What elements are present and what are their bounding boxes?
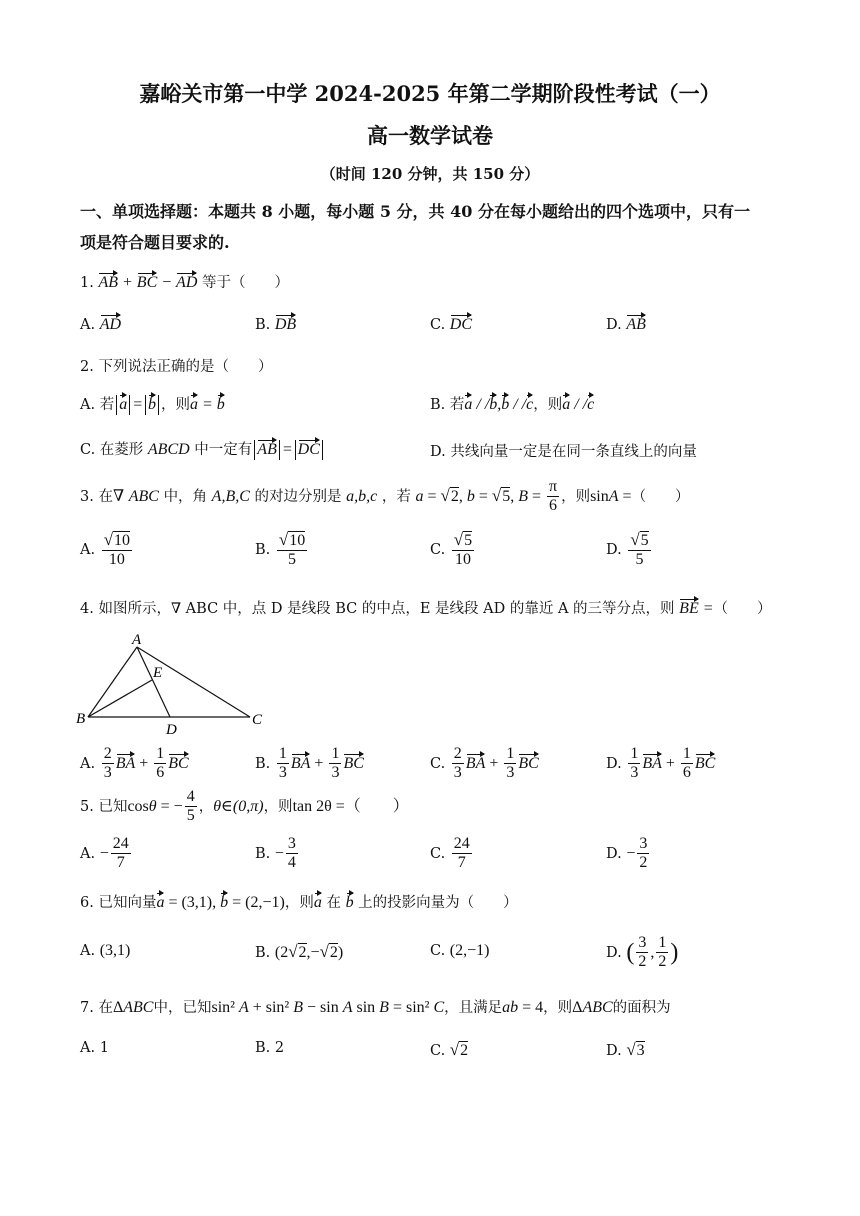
- q6-option-c[interactable]: C. (2,−1): [430, 942, 490, 959]
- q6-option-d[interactable]: D. ( $\frac{3}{2}$ , $\frac{1}{2}$ ): [606, 934, 679, 971]
- q7-option-b[interactable]: B. 2: [255, 1040, 285, 1056]
- segment-ab: [88, 647, 137, 717]
- q4-option-d[interactable]: D. $\frac{1}{3}$ BA + $\frac{1}{6}$ BC: [606, 745, 716, 782]
- q2-option-d[interactable]: D. 共线向量一定是在同一条直线上的向量: [430, 444, 697, 460]
- question-6: 6. 已知向量a = (3,1), b = (2,−1)，则a 在 b 上的投影向量为（ ）: [80, 890, 518, 912]
- section-heading-line2: 项是符合题目要求的.: [80, 233, 230, 252]
- q1-option-d[interactable]: D. AB: [606, 312, 646, 334]
- q3-option-b[interactable]: B. $\frac{√10}{5}$: [255, 530, 306, 569]
- exam-title: 嘉峪关市第一中学 2024-2025 年第二学期阶段性考试（一）: [139, 81, 721, 106]
- label-d: D: [166, 722, 177, 738]
- q2-option-c[interactable]: C. 在菱形 ABCD 中一定有 AB = DC: [80, 437, 325, 460]
- q6-option-b[interactable]: B. (2√2,−√2): [255, 942, 344, 961]
- question-2: 2. 下列说法正确的是（ ）: [80, 359, 273, 375]
- q3-option-d[interactable]: D. $\frac{√5}{5}$: [606, 530, 649, 569]
- q2-option-b[interactable]: B. 若a / /b,b / /c，则a / /c: [430, 392, 594, 414]
- question-4: 4. 如图所示，∇ ABC 中，点 D 是线段 BC 的中点，E 是线段 AD 的靠近 A 的三等分点，则 BE =（ ）: [80, 596, 772, 618]
- time-note: （时间 120 分钟，共 150 分）: [320, 165, 540, 183]
- q7-option-c[interactable]: C. √2: [430, 1040, 469, 1059]
- label-b: B: [76, 711, 86, 727]
- q4-option-a[interactable]: A. $\frac{2}{3}$ BA + $\frac{1}{6}$ BC: [80, 745, 189, 782]
- q7-option-a[interactable]: A. 1: [80, 1040, 109, 1056]
- label-c: C: [252, 712, 263, 728]
- exam-subtitle: 高一数学试卷: [367, 123, 493, 148]
- q5-option-c[interactable]: C. $\frac{24}{7}$: [430, 835, 470, 872]
- q1-option-c[interactable]: C. DC: [430, 312, 472, 334]
- q5-option-a[interactable]: A. − $\frac{24}{7}$: [80, 835, 129, 872]
- label-e: E: [153, 665, 163, 681]
- question-1: 1. AB + BC − AD 等于（ ）: [80, 270, 289, 292]
- q2-option-a[interactable]: A. 若 a = b ，则a = b: [80, 392, 225, 415]
- q3-option-a[interactable]: A. $\frac{√10}{10}$: [80, 530, 131, 569]
- q1-option-a[interactable]: A. AD: [80, 312, 121, 334]
- segment-be: [88, 680, 152, 717]
- q5-option-d[interactable]: D. − $\frac{3}{2}$: [606, 835, 648, 872]
- q6-option-a[interactable]: A. (3,1): [80, 942, 131, 959]
- question-3: 3. 在∇ ABC 中，角 A,B,C 的对边分别是 a,b,c ，若 a = √2, b = √5, B = $\frac{\pi}{6}$ ，则sinA =（ ）: [80, 478, 690, 515]
- q4-option-c[interactable]: C. $\frac{2}{3}$ BA + $\frac{1}{3}$ BC: [430, 745, 539, 782]
- section-heading-line1: 一、单项选择题：本题共 8 小题，每小题 5 分，共 40 分在每小题给出的四个选项中，只有一: [80, 202, 750, 221]
- question-7: 7. 在ΔABC中，已知sin² A + sin² B − sin A sin B = sin² C，且满足ab = 4，则ΔABC的面积为: [80, 999, 671, 1016]
- label-a: A: [132, 632, 142, 648]
- triangle-figure: [74, 630, 274, 740]
- q4-option-b[interactable]: B. $\frac{1}{3}$ BA + $\frac{1}{3}$ BC: [255, 745, 364, 782]
- question-5: 5. 已知cosθ = − $\frac{4}{5}$ ，θ∈(0,π)，则tan 2θ =（ ）: [80, 788, 409, 825]
- q1-option-b[interactable]: B. DB: [255, 312, 296, 334]
- q7-option-d[interactable]: D. √3: [606, 1040, 645, 1059]
- q5-option-b[interactable]: B. − $\frac{3}{4}$: [255, 835, 296, 872]
- q3-option-c[interactable]: C. $\frac{√5}{10}$: [430, 530, 473, 569]
